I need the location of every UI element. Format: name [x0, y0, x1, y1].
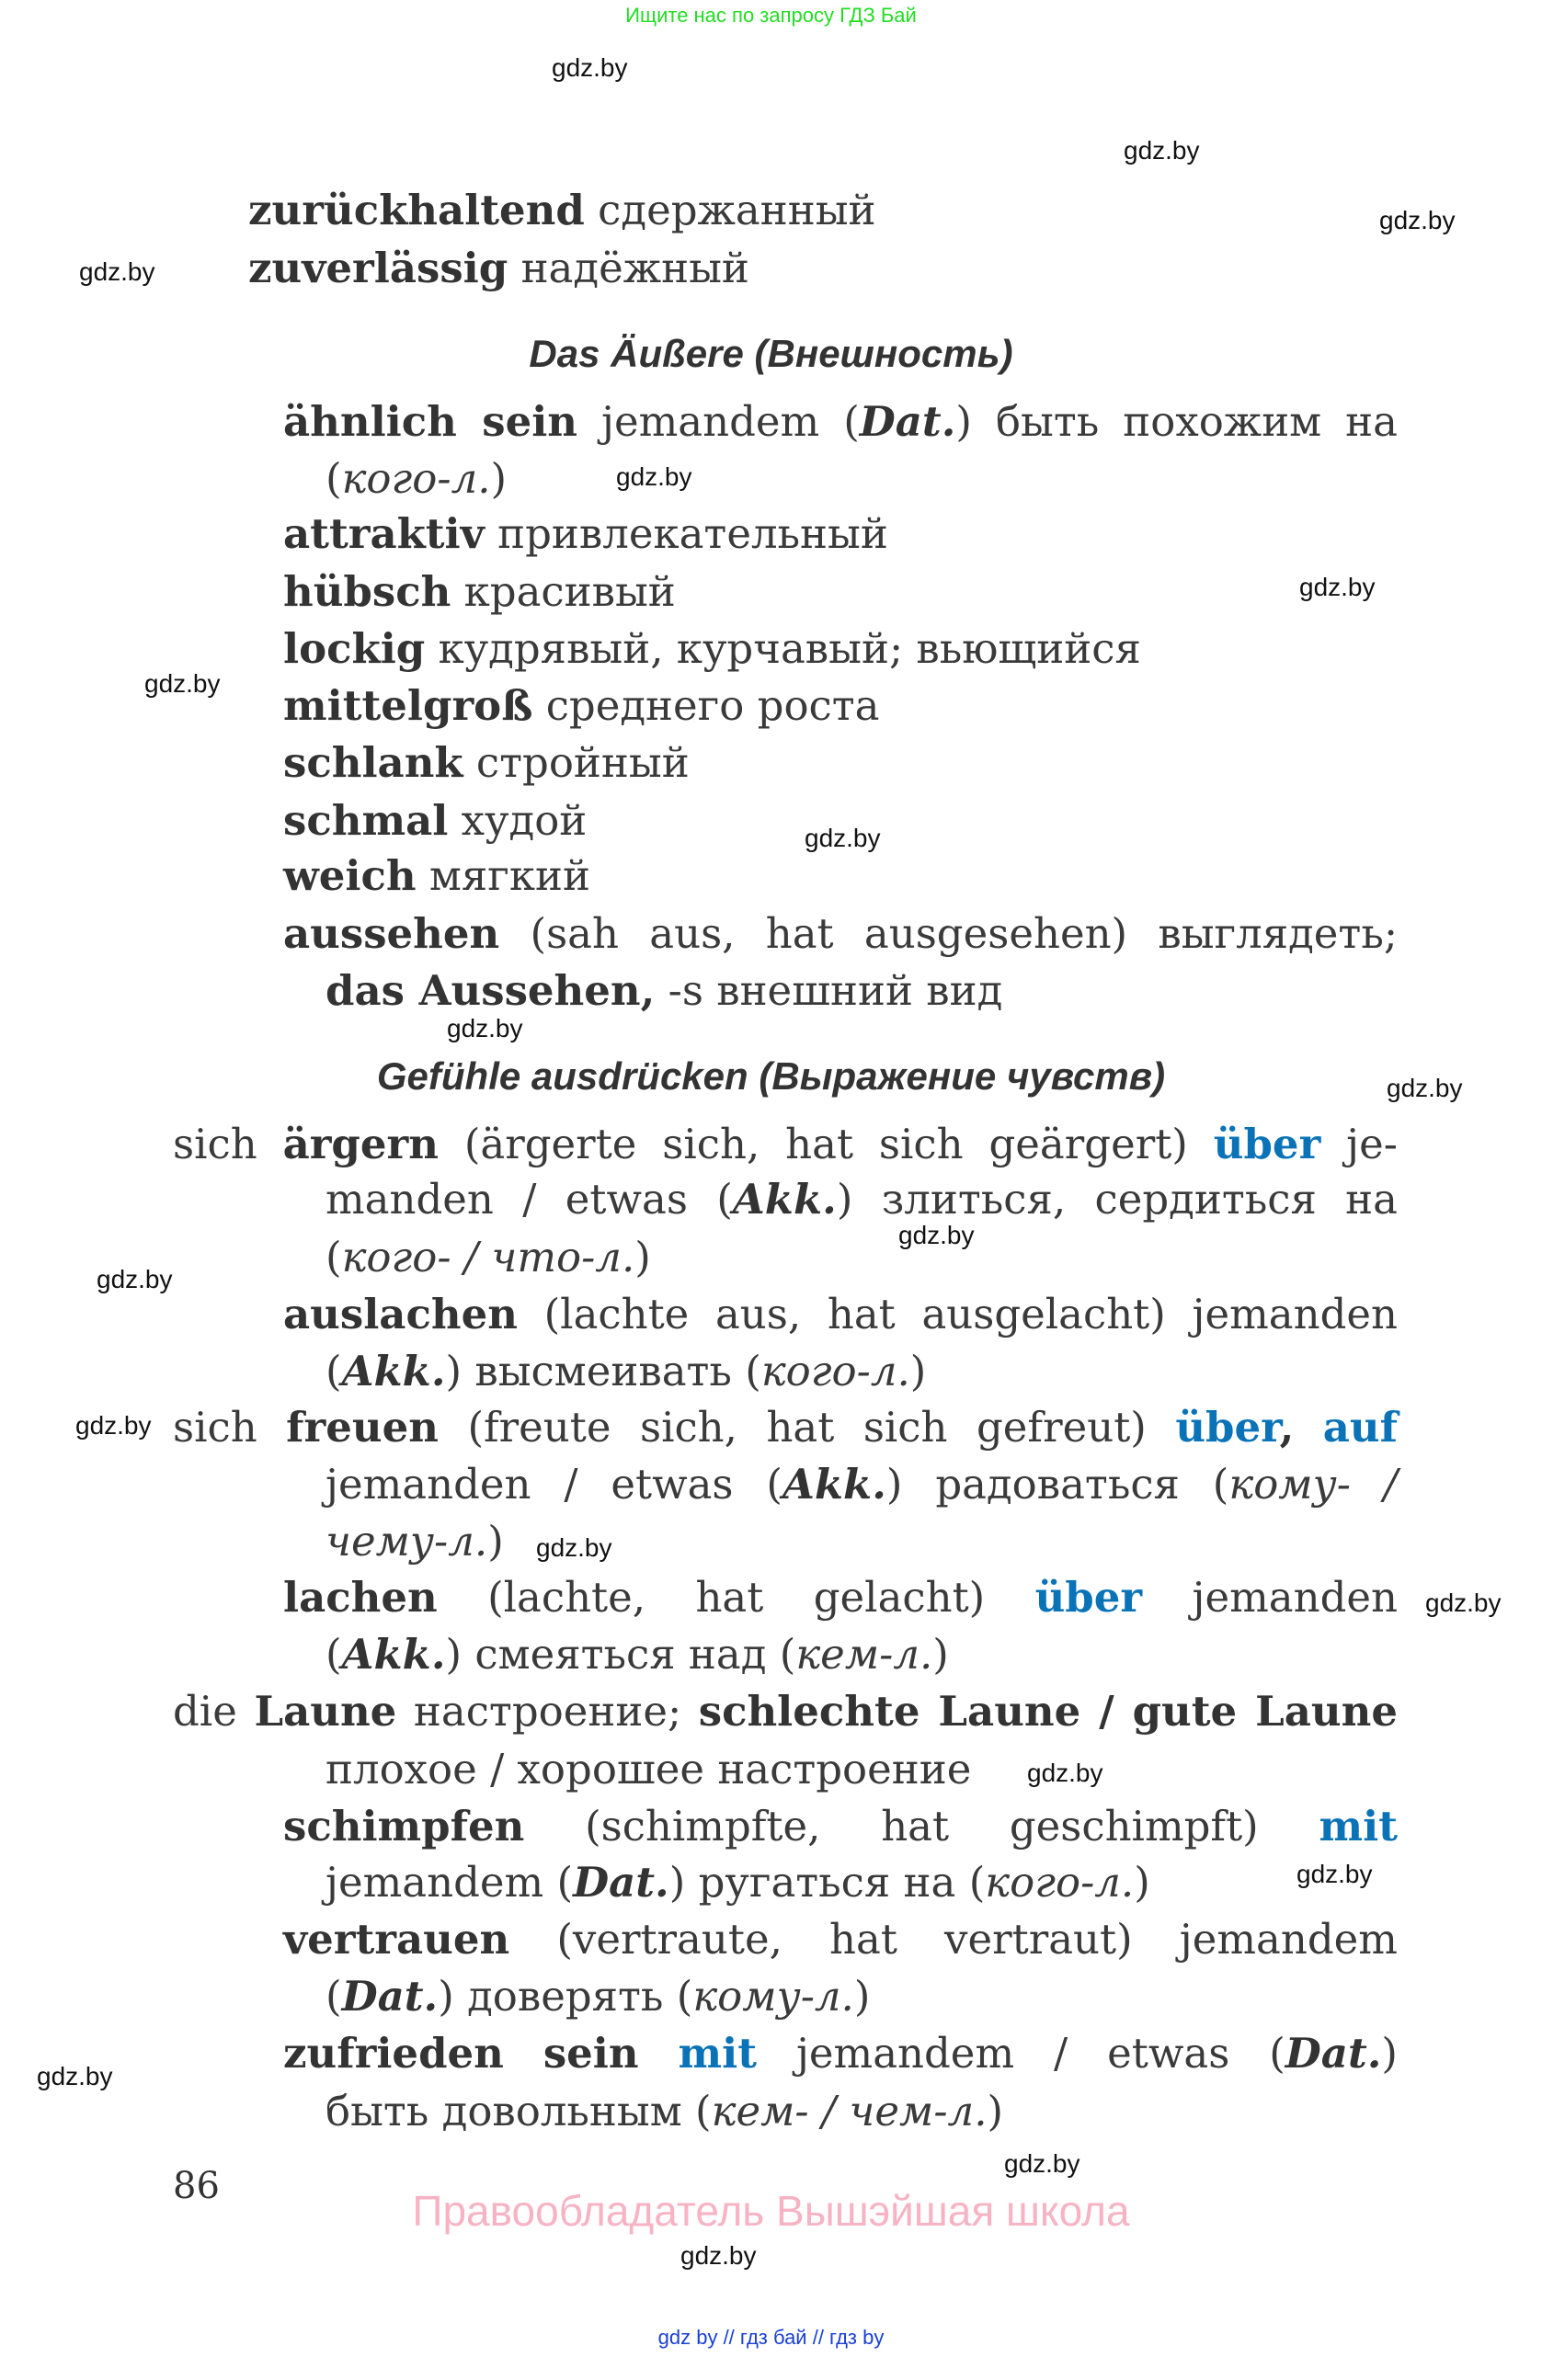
entry-hubsch: hübsch красивый — [283, 567, 676, 616]
section-title-appearance: Das Äußere (Внешность) — [529, 332, 1013, 375]
watermark: gdz.by — [1027, 1759, 1103, 1787]
watermark: gdz.by — [552, 53, 628, 82]
entry-weich: weich мягкий — [283, 851, 590, 900]
entry-auslachen: auslachen (lachte aus, hat ausgelacht) jemanden — [283, 1290, 1398, 1338]
watermark: gdz.by — [1296, 1860, 1373, 1888]
entry-schimpfen: schimpfen (schimpfte, hat geschimpft) mit — [283, 1802, 1398, 1850]
search-banner: Ищите нас по запросу ГДЗ Бай — [625, 4, 917, 27]
watermark: gdz.by — [898, 1221, 975, 1249]
watermark: gdz.by — [37, 2062, 113, 2090]
entry-sich-freuen-cont: jemanden / etwas (Akk.) радоваться (кому- / — [326, 1460, 1398, 1509]
entry-sich-argern: sich ärgern (ärgerte sich, hat sich geärgert) über je- — [173, 1120, 1398, 1168]
watermark: gdz.by — [144, 669, 221, 698]
translation: сдержанный — [598, 186, 876, 234]
entry-sich-argern-cont: manden / etwas (Akk.) злиться, сердиться на — [326, 1175, 1399, 1224]
entry-lachen-cont: (Akk.) смеяться над (кем-л.) — [326, 1630, 949, 1679]
watermark: gdz.by — [805, 824, 881, 852]
translation: надёжный — [520, 244, 749, 292]
headword: zuverlässig — [248, 244, 508, 292]
entry-sich-argern-obj: (кого- / что-л.) — [326, 1233, 651, 1281]
entry-die-laune: die Laune настроение; schlechte Laune / gute Laune — [173, 1687, 1398, 1736]
entry-lachen: lachen (lachte, hat gelacht) über jemanden — [283, 1573, 1398, 1622]
watermark: gdz.by — [1379, 206, 1456, 234]
entry-auslachen-cont: (Akk.) высмеивать (кого-л.) — [326, 1347, 927, 1395]
entry-sich-freuen-obj: чему-л.) — [326, 1517, 504, 1566]
entry-attraktiv: attraktiv привлекательный — [283, 509, 888, 558]
watermark: gdz.by — [97, 1265, 173, 1293]
watermark: gdz.by — [1425, 1589, 1502, 1617]
entry-zufrieden-cont: быть довольным (кем- / чем-л.) — [326, 2087, 1004, 2135]
entry-zuverlassig — [248, 240, 749, 297]
entry-zufrieden-sein: zufrieden sein mit jemandem / etwas (Dat.) — [283, 2029, 1398, 2078]
entry-zuruckhaltend — [248, 182, 876, 239]
watermark: gdz.by — [1387, 1074, 1463, 1102]
entry-vertrauen: vertrauen (vertraute, hat vertraut) jemandem — [283, 1915, 1398, 1964]
watermark: gdz.by — [680, 2241, 757, 2270]
watermark: gdz.by — [79, 257, 155, 286]
watermark: gdz.by — [1299, 573, 1376, 601]
entry-sich-freuen: sich freuen (freute sich, hat sich gefreut) über, auf — [173, 1403, 1398, 1452]
entry-ahnlich-cont: (кого-л.) — [326, 454, 508, 503]
entry-das-aussehen: das Aussehen, -s внешний вид — [326, 966, 1003, 1015]
entry-die-laune-cont: плохое / хорошее настроение — [326, 1745, 972, 1794]
headword: zurückhaltend — [248, 186, 585, 234]
footer-links[interactable]: gdz by // гдз бай // гдз by — [657, 2326, 885, 2349]
watermark: gdz.by — [1124, 136, 1200, 165]
entry-ahnlich-sein: ähnlich sein jemandem (Dat.) быть похожим на — [283, 397, 1398, 446]
watermark: gdz.by — [1004, 2149, 1080, 2178]
page-number: 86 — [173, 2165, 220, 2207]
entry-mittelgross: mittelgroß среднего роста — [283, 681, 880, 730]
watermark: gdz.by — [616, 462, 692, 491]
entry-vertrauen-cont: (Dat.) доверять (кому-л.) — [326, 1972, 871, 2021]
watermark: gdz.by — [536, 1533, 612, 1562]
rights-holder-notice: Правообладатель Вышэйшая школа — [412, 2187, 1130, 2235]
watermark: gdz.by — [75, 1411, 152, 1440]
entry-lockig: lockig кудрявый, курчавый; вьющийся — [283, 624, 1141, 673]
entry-schlank: schlank стройный — [283, 738, 690, 787]
entry-schmal: schmal худой — [283, 796, 588, 845]
entry-schimpfen-cont: jemandem (Dat.) ругаться на (кого-л.) — [326, 1858, 1150, 1907]
entry-aussehen: aussehen (sah aus, hat ausgesehen) выглядеть; — [283, 909, 1398, 958]
watermark: gdz.by — [447, 1014, 523, 1042]
section-title-feelings: Gefühle ausdrücken (Выражение чувств) — [376, 1054, 1166, 1098]
